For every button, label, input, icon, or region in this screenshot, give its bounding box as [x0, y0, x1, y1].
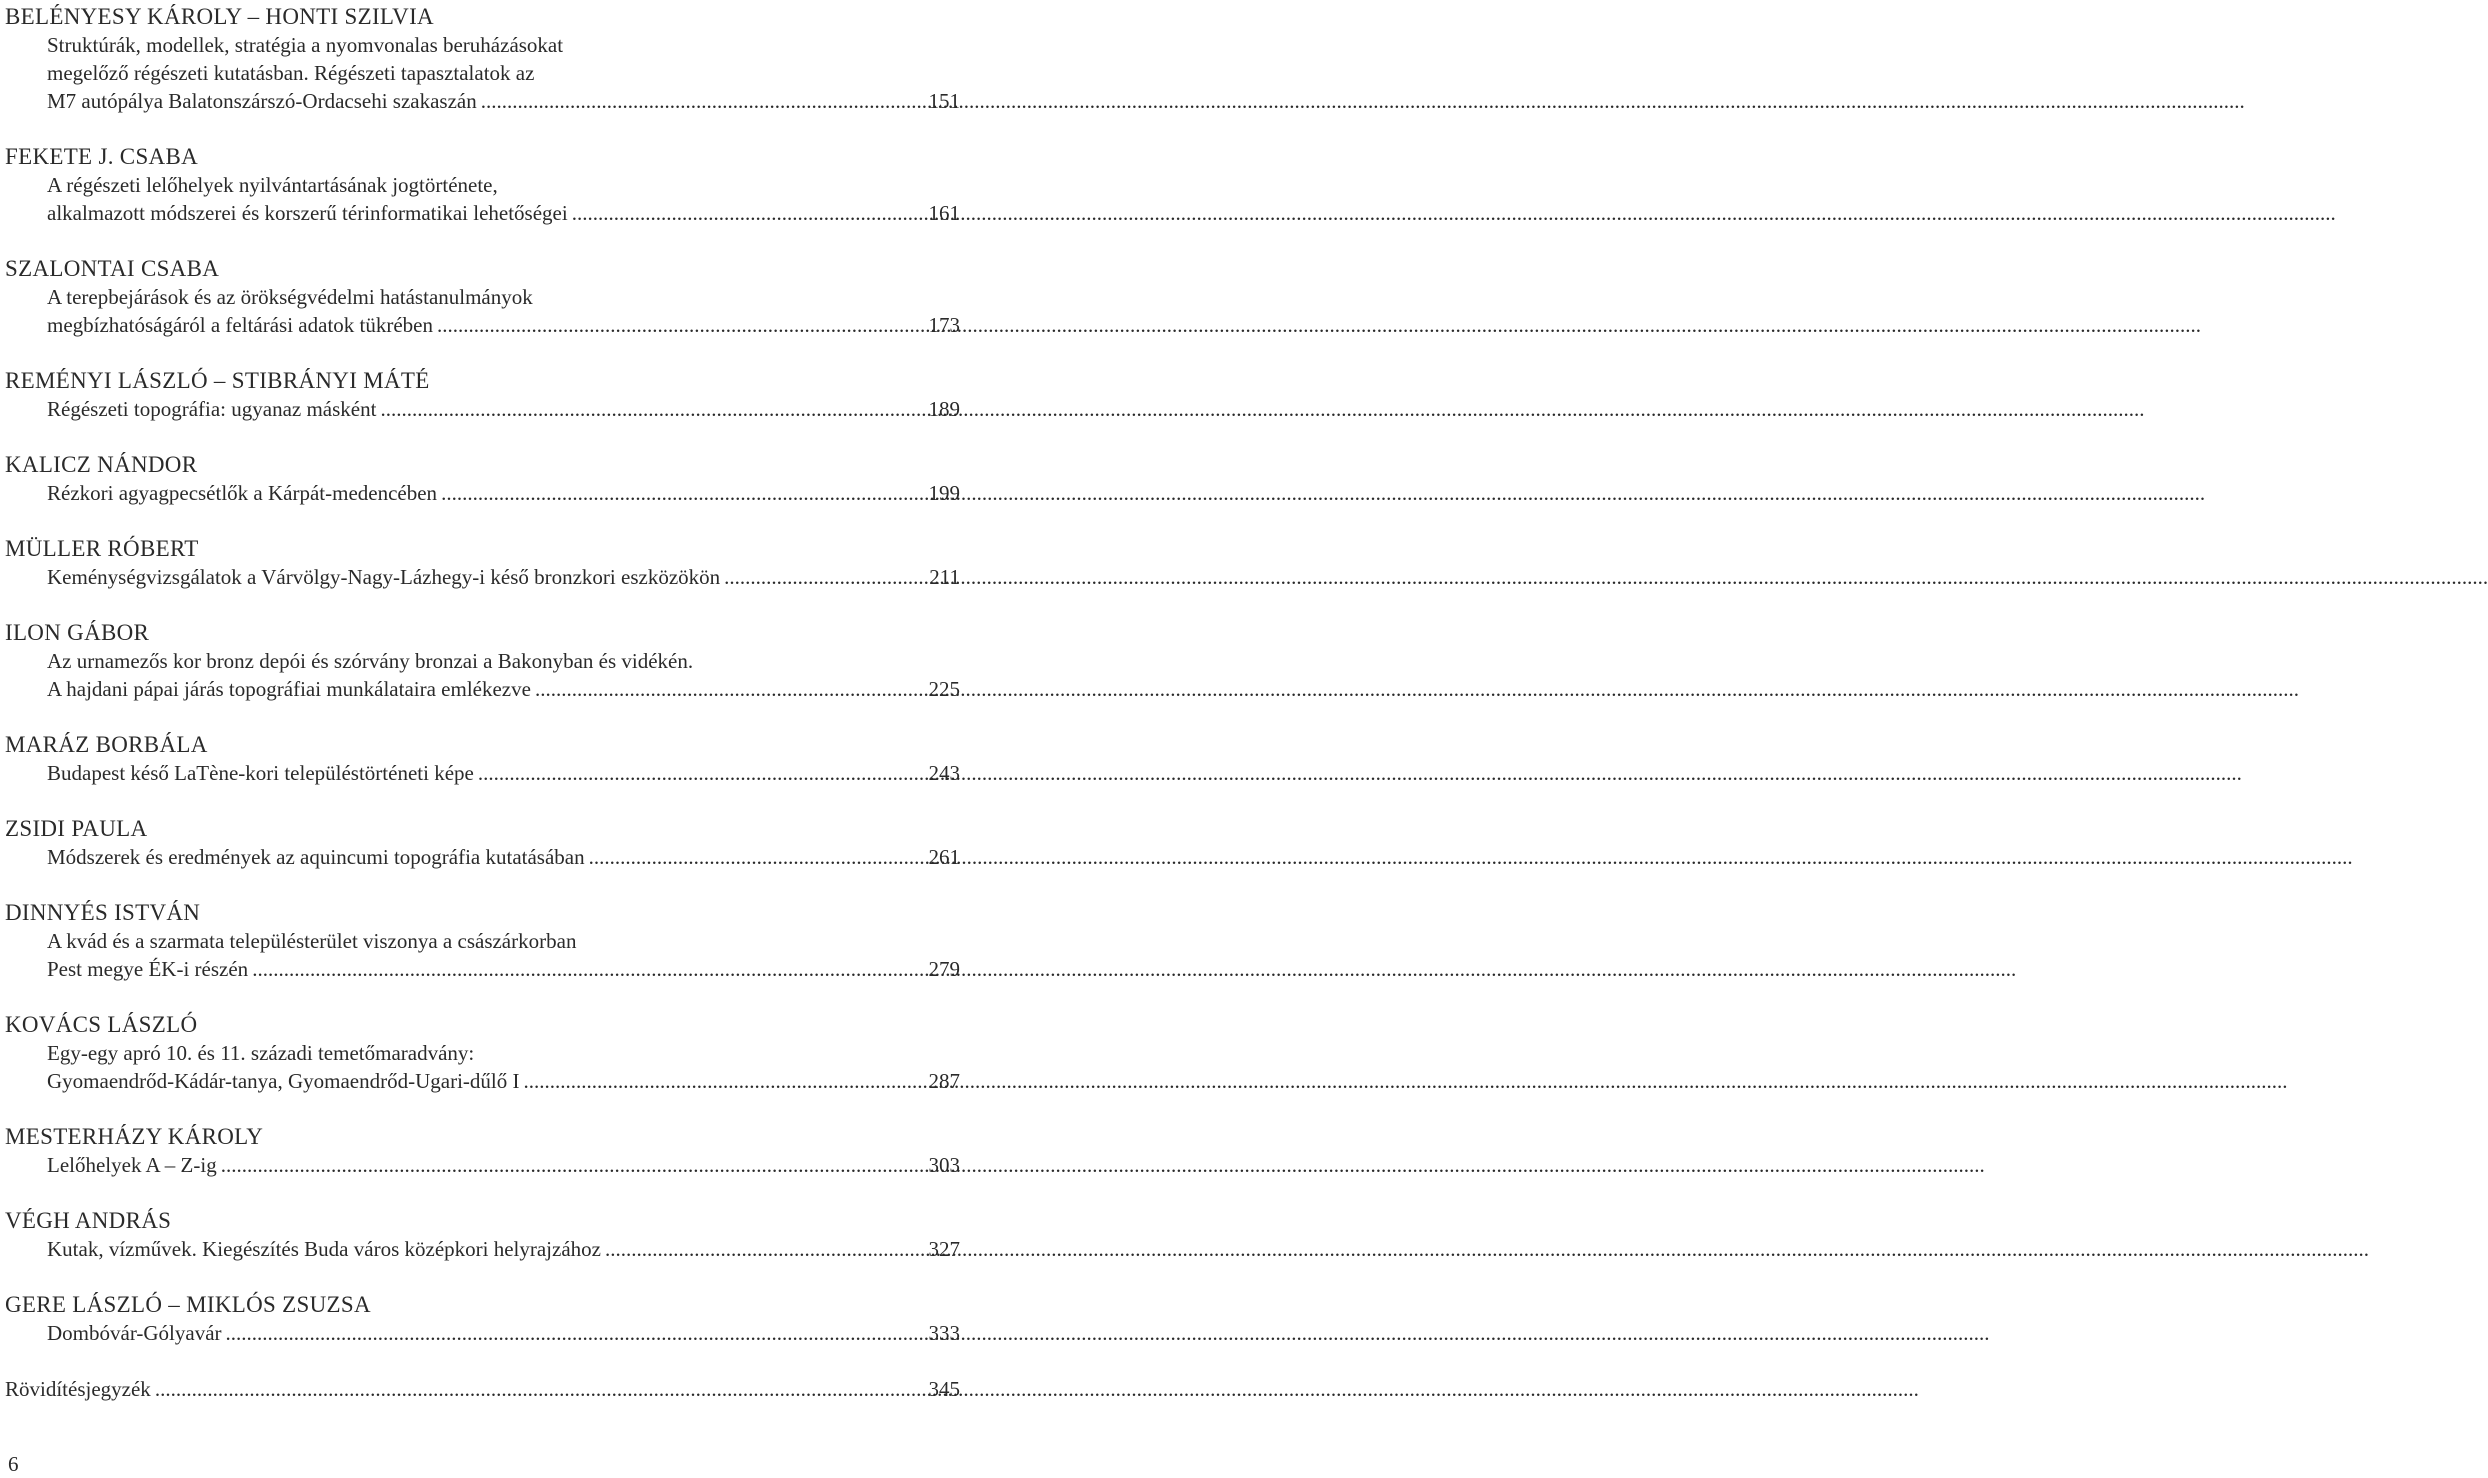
- dot-leader: [605, 1235, 927, 1263]
- entry-author: KALICZ NÁNDOR: [5, 452, 198, 477]
- toc-entry: [5, 619, 960, 703]
- toc-entry: [5, 899, 960, 983]
- entry-page-number: 243: [928, 761, 960, 785]
- entry-title: Módszerek és eredmények az aquincumi topográfia kutatásában: [47, 845, 585, 869]
- entry-page-number: 345: [928, 1377, 960, 1401]
- entry-page-number: 161: [928, 201, 960, 225]
- table-of-contents: [5, 3, 960, 1431]
- entry-author: SZALONTAI CSABA: [5, 256, 220, 281]
- dot-leader: [252, 955, 926, 983]
- entry-title-line: A kvád és a szarmata településterület viszonya a császárkorban: [47, 929, 577, 953]
- entry-page-number: 189: [928, 397, 960, 421]
- toc-entry: [5, 451, 960, 507]
- entry-title: alkalmazott módszerei és korszerű térinformatikai lehetőségei: [47, 201, 568, 225]
- dot-leader: [524, 1067, 927, 1095]
- entry-title-line: A régészeti lelőhelyek nyilvántartásának jogtörténete,: [47, 173, 498, 197]
- entry-author: FEKETE J. CSABA: [5, 144, 198, 169]
- entry-title: megbízhatóságáról a feltárási adatok tükrében: [47, 313, 433, 337]
- dot-leader: [441, 479, 926, 507]
- toc-entry: [5, 1011, 960, 1095]
- toc-entry-abbreviations: [5, 1375, 960, 1403]
- entry-title: Gyomaendrőd-Kádár-tanya, Gyomaendrőd-Ugari-dűlő I: [47, 1069, 520, 1093]
- entry-page-number: 279: [928, 957, 960, 981]
- toc-entry: [5, 255, 960, 339]
- entry-page-number: 151: [928, 89, 960, 113]
- toc-entry: [5, 731, 960, 787]
- entry-title: Kutak, vízművek. Kiegészítés Buda város középkori helyrajzához: [47, 1237, 601, 1261]
- entry-title-last-line: [5, 311, 960, 339]
- entry-page-number: 333: [928, 1321, 960, 1345]
- entry-title: Rézkori agyagpecsétlők a Kárpát-medencében: [47, 481, 438, 505]
- entry-author: MÜLLER RÓBERT: [5, 536, 199, 561]
- entry-author: DINNYÉS ISTVÁN: [5, 900, 201, 925]
- entry-title-last-line: [5, 843, 960, 871]
- entry-title: A hajdani pápai járás topográfiai munkálataira emlékezve: [47, 677, 531, 701]
- entry-title-last-line: [5, 1319, 960, 1347]
- dot-leader: [535, 675, 927, 703]
- entry-title: Rövidítésjegyzék: [5, 1377, 151, 1401]
- entry-title-last-line: [5, 759, 960, 787]
- toc-entry: [5, 535, 960, 591]
- entry-title: M7 autópálya Balatonszárszó-Ordacsehi szakaszán: [47, 89, 477, 113]
- toc-entry: [5, 1123, 960, 1179]
- dot-leader: [478, 759, 927, 787]
- entry-author: KOVÁCS LÁSZLÓ: [5, 1012, 198, 1037]
- entry-title-line: Struktúrák, modellek, stratégia a nyomvonalas beruházásokat: [47, 33, 564, 57]
- dot-leader: [380, 395, 926, 423]
- dot-leader: [724, 563, 927, 591]
- entry-title-last-line: [5, 199, 960, 227]
- entry-page-number: 211: [929, 565, 960, 589]
- entry-page-number: 287: [928, 1069, 960, 1093]
- toc-entry: [5, 1207, 960, 1263]
- entry-title-last-line: [5, 1151, 960, 1179]
- entry-page-number: 303: [928, 1153, 960, 1177]
- entry-title-last-line: [5, 955, 960, 983]
- dot-leader: [155, 1375, 927, 1403]
- entry-author: BELÉNYESY KÁROLY – HONTI SZILVIA: [5, 4, 434, 29]
- toc-entry: [5, 143, 960, 227]
- entry-page-number: 261: [928, 845, 960, 869]
- dot-leader: [226, 1319, 927, 1347]
- entry-title-last-line: [5, 1375, 960, 1403]
- entry-page-number: 173: [928, 313, 960, 337]
- entry-title-last-line: [5, 563, 960, 591]
- toc-entry: [5, 367, 960, 423]
- entry-title-last-line: [5, 675, 960, 703]
- entry-title-last-line: [5, 479, 960, 507]
- entry-title-line: A terepbejárások és az örökségvédelmi hatástanulmányok: [47, 285, 533, 309]
- entry-author: VÉGH ANDRÁS: [5, 1208, 172, 1233]
- dot-leader: [481, 87, 927, 115]
- entry-title-last-line: [5, 1067, 960, 1095]
- entry-title-last-line: [5, 1235, 960, 1263]
- entry-title: Budapest késő LaTène-kori településtörténeti képe: [47, 761, 474, 785]
- dot-leader: [437, 311, 927, 339]
- entry-author: ILON GÁBOR: [5, 620, 150, 645]
- toc-entry: [5, 3, 960, 115]
- entry-page-number: 199: [928, 481, 960, 505]
- entry-title: Lelőhelyek A – Z-ig: [47, 1153, 217, 1177]
- entry-author: MARÁZ BORBÁLA: [5, 732, 208, 757]
- entry-title: Pest megye ÉK-i részén: [47, 957, 249, 981]
- entry-title-line: megelőző régészeti kutatásban. Régészeti tapasztalatok az: [47, 61, 535, 85]
- entry-title-line: Az urnamezős kor bronz depói és szórvány bronzai a Bakonyban és vidékén.: [47, 649, 694, 673]
- toc-entry: [5, 1291, 960, 1347]
- entry-page-number: 327: [928, 1237, 960, 1261]
- dot-leader: [221, 1151, 927, 1179]
- entry-title-last-line: [5, 87, 960, 115]
- entry-title: Keménységvizsgálatok a Várvölgy-Nagy-Lázhegy-i késő bronzkori eszközökön: [47, 565, 721, 589]
- page-number: 6: [8, 1452, 19, 1476]
- entry-author: ZSIDI PAULA: [5, 816, 148, 841]
- toc-entry: [5, 815, 960, 871]
- entry-title: Régészeti topográfia: ugyanaz másként: [47, 397, 377, 421]
- entry-author: MESTERHÁZY KÁROLY: [5, 1124, 264, 1149]
- entry-author: REMÉNYI LÁSZLÓ – STIBRÁNYI MÁTÉ: [5, 368, 430, 393]
- entry-title-line: Egy-egy apró 10. és 11. századi temetőmaradvány:: [47, 1041, 475, 1065]
- entry-title-last-line: [5, 395, 960, 423]
- entry-page-number: 225: [928, 677, 960, 701]
- entry-title: Dombóvár-Gólyavár: [47, 1321, 222, 1345]
- dot-leader: [572, 199, 927, 227]
- entry-author: GERE LÁSZLÓ – MIKLÓS ZSUZSA: [5, 1292, 371, 1317]
- dot-leader: [589, 843, 927, 871]
